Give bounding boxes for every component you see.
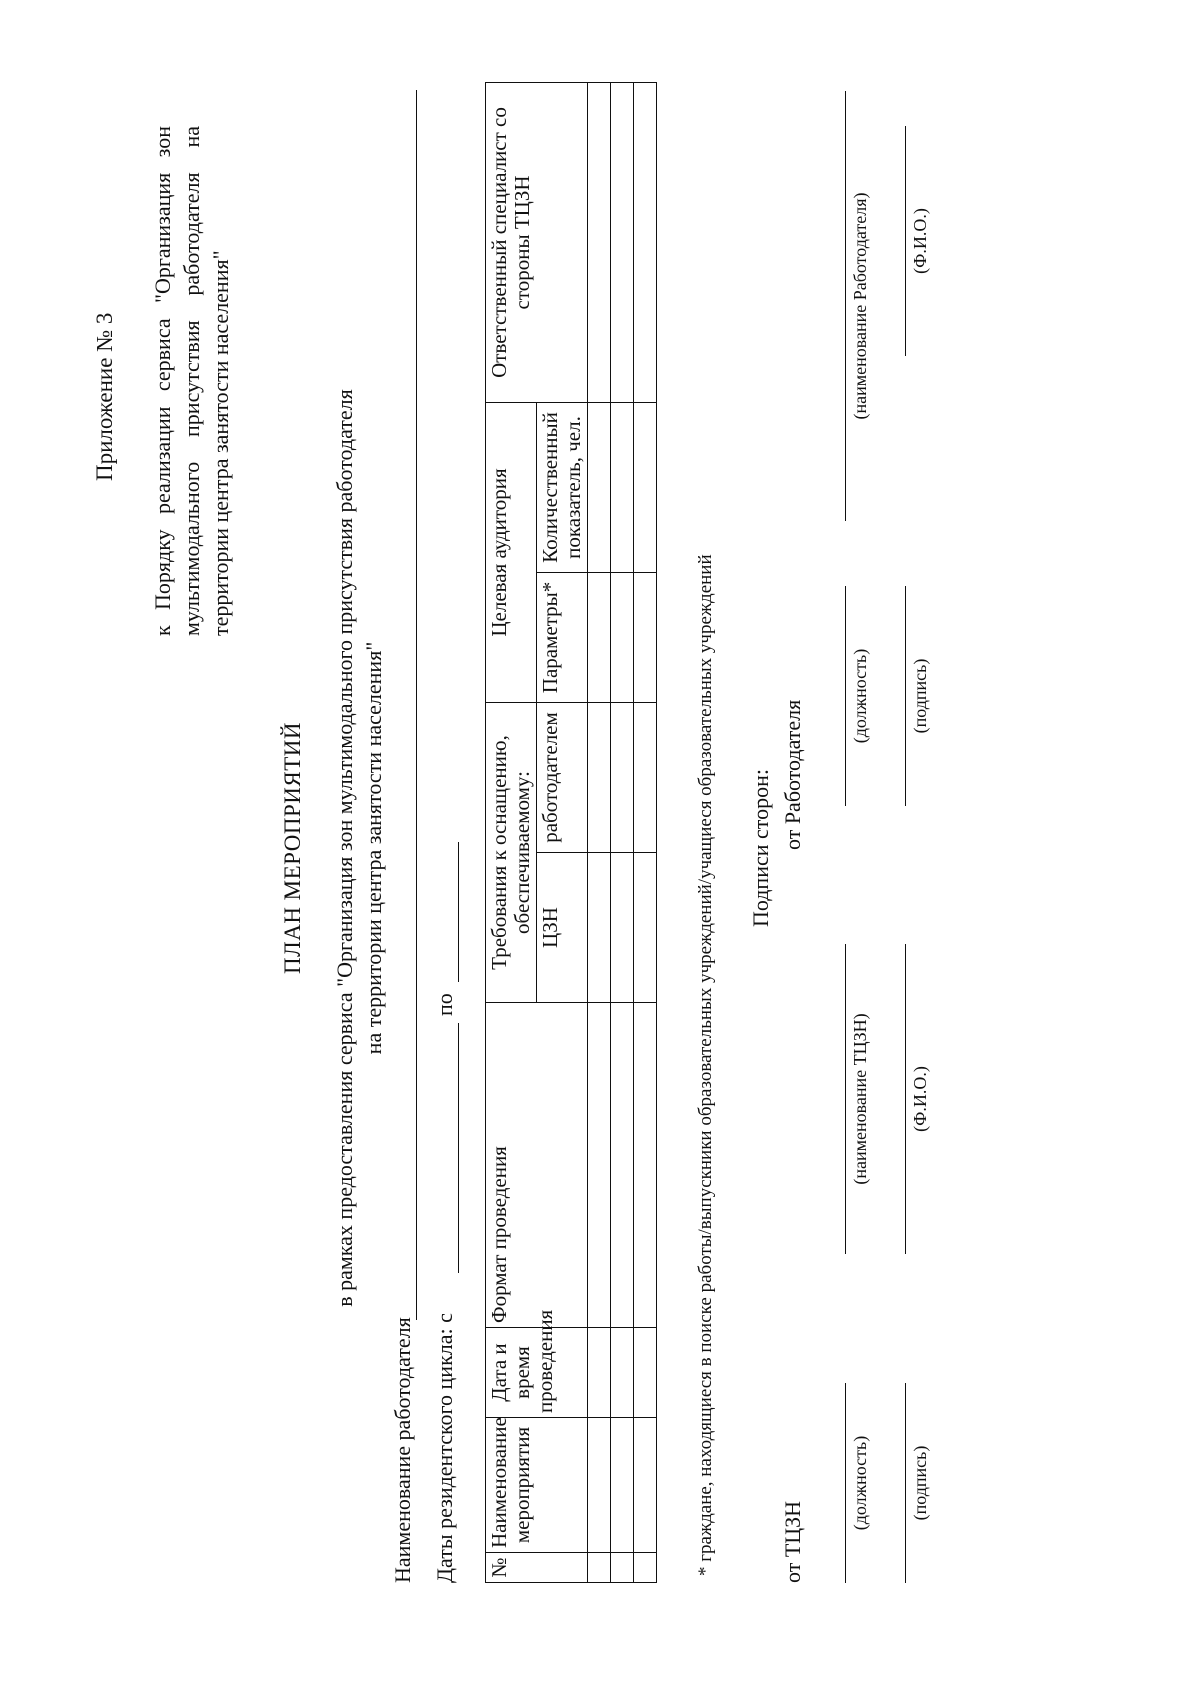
tczn-fio-caption: (Ф.И.О.): [910, 1066, 930, 1132]
col-equipment-requirements: Требования к оснащению, обеспечиваемому:: [486, 702, 537, 1002]
appendix-number: Приложение № 3: [92, 312, 117, 481]
employer-signature-line[interactable]: [905, 586, 906, 806]
tczn-signature-line[interactable]: [905, 1383, 906, 1583]
subcol-employer: работодателем: [537, 702, 588, 852]
residency-dates-label: Даты резидентского цикла: с: [432, 1313, 457, 1583]
document-title: ПЛАН МЕРОПРИЯТИЙ: [280, 722, 305, 974]
residency-date-from-line[interactable]: [458, 1023, 459, 1273]
appendix-reference: к Порядку реализации сервиса "Организация зон мультимодального присутствия работодателя на территории центра занятости населения": [150, 126, 233, 636]
residency-date-to-line[interactable]: [458, 842, 459, 982]
col-event-name: Наименование мероприятия: [486, 1418, 588, 1553]
employer-party-label: от Работодателя: [780, 699, 805, 850]
subtitle-line-2: на территории центра занятости населения": [361, 641, 386, 1055]
col-format: Формат проведения: [486, 1003, 588, 1328]
employer-signature-caption: (подпись): [910, 658, 930, 734]
subcol-parameters: Параметры*: [537, 572, 588, 702]
tczn-position-caption: (должность): [850, 1435, 870, 1531]
employer-fio-line[interactable]: [905, 126, 906, 356]
subtitle-line-1: в рамках предоставления сервиса "Организация зон мультимодального присутствия работодателя: [332, 389, 357, 1307]
plan-table: [485, 82, 657, 1583]
employer-name-label: Наименование работодателя: [390, 1317, 415, 1583]
tczn-org-caption: (наименование ТЦЗН): [850, 1013, 870, 1185]
employer-position-caption: (должность): [850, 648, 870, 744]
tczn-position-line[interactable]: [845, 1383, 846, 1583]
table-row: [611, 82, 634, 1582]
col-target-audience: Целевая аудитория: [486, 402, 537, 702]
employer-org-line[interactable]: [845, 91, 846, 521]
table-row: [634, 82, 657, 1582]
footnote: * граждане, находящиеся в поиске работы/выпускники образовательных учреждений/учащиеся образовательных учреждений: [695, 554, 716, 1576]
employer-position-line[interactable]: [845, 586, 846, 806]
employer-name-line[interactable]: [416, 90, 417, 1320]
employer-fio-caption: (Ф.И.О.): [910, 208, 930, 274]
subcol-czn: ЦЗН: [537, 853, 588, 1003]
col-date-time: Дата и время проведения: [486, 1328, 588, 1418]
signatures-heading: Подписи сторон:: [748, 769, 773, 928]
tczn-fio-line[interactable]: [905, 944, 906, 1254]
table-row: [588, 82, 611, 1582]
residency-dates-to-label: по: [432, 993, 457, 1016]
tczn-party-label: от ТЦЗН: [780, 1500, 805, 1583]
col-responsible-specialist: Ответственный специалист со стороны ТЦЗН: [486, 82, 588, 402]
tczn-org-line[interactable]: [845, 944, 846, 1254]
employer-org-caption: (наименование Работодателя): [850, 192, 870, 420]
col-number: №: [486, 1553, 588, 1583]
tczn-signature-caption: (подпись): [910, 1445, 930, 1521]
subcol-quantity: Количественный показатель, чел.: [537, 402, 588, 572]
table-header-row: [486, 82, 537, 1582]
document-subtitle: [330, 0, 388, 1696]
